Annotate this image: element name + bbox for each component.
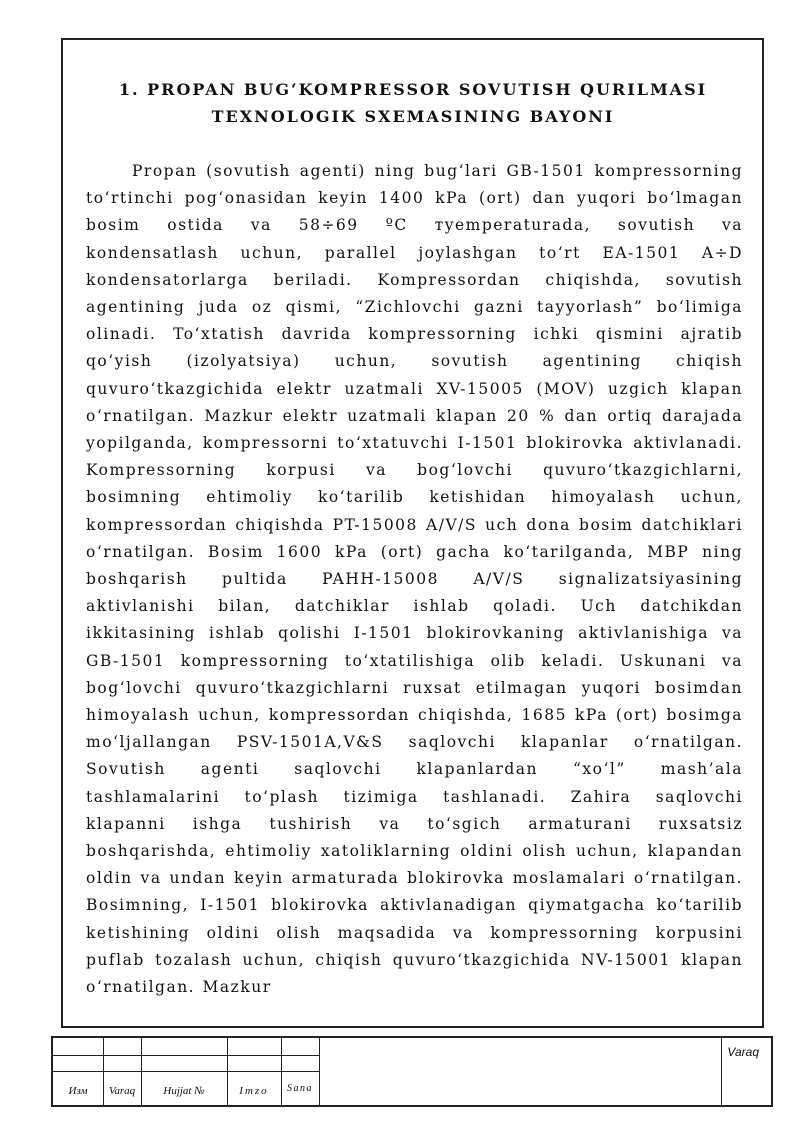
stamp-label-izm: Изм — [68, 1085, 88, 1097]
stamp-label-sana: Sana — [287, 1083, 313, 1094]
body-paragraph: Propan (sovutish agenti) ning bug‘lari GB-1501 kompressorning to‘rtinchi pog‘onasidan keyin 1400 kPa (ort) dan yuqori bo‘lmagan bosim ostida va 58÷69 ºC тyemperaturada, sovutish va kondensatlash uchun, parallel joylashgan to‘rt EA-1501 A÷D kondensatorlarga beriladi. Kompressordan chiqishda, sovutish agentining juda oz qismi, “Zichlovchi gazni tayyorlash” bo‘limiga olinadi. To‘xtatish davrida kompressorning ichki qismini ajratib qo‘yish (izolyatsiya) uchun, sovutish agentining chiqish quvuro‘tkazgichida elektr uzatmali XV-15005 (MOV) uzgich klapan o‘rnatilgan. Mazkur elektr uzatmali klapan 20 % dan ortiq darajada yopilganda, kompressorni to‘xtatuvchi I-1501 blokirovka aktivlanadi. Kompressorning korpusi va bog‘lovchi quvuro‘tkazgichlarni, bosimning ehtimoliy ko‘tarilib ketishidan himoyalash uchun, kompressordan chiqishda PT-15008 A/V/S uch dona bosim datchiklari o‘rnatilgan. Bosim 1600 kPa (ort) gacha ko‘tarilganda, MBP ning boshqarish pultida PAHH-15008 A/V/S signalizatsiyasining aktivlanishi bilan, datchiklar ishlab qoladi. Uch datchikdan ikkitasining ishlab qolishi I-1501 blokirovkaning aktivlanishiga va GB-1501 kompressorning to‘xtatilishiga olib keladi. Uskunani va bog‘lovchi quvuro‘tkazgichlarni ruxsat etilmagan yuqori bosimdan himoyalash uchun, kompressordan chiqishda, 1685 kPa (ort) bosimga mo‘ljallangan PSV-1501A,V&S saqlovchi klapanlar o‘rnatilgan. Sovutish agenti saqlovchi klapanlardan “xo‘l” mash’ala tashlamalarini to‘plash tizimiga tashlanadi. Zahira saqlovchi klapanni ishga tushirish va to‘sgich armaturani ruxsatsiz boshqarishda, ehtimoliy xatoliklarning oldini olish uchun, klapandan oldin va undan keyin armaturada blokirovka moslamalari o‘rnatilgan. Bosimning, I-1501 blokirovka aktivlanadigan qiymatgacha ko‘tarilib ketishining oldini olish maqsadida va kompressorning korpusini puflab tozalash uchun, chiqish quvuro‘tkazgichida NV-15001 klapan o‘rnatilgan. Mazkur — [86, 162, 743, 997]
title-line-2: TEXNOLOGIK SXEMASINING BAYONI — [211, 107, 615, 126]
title-block-stamp — [51, 1036, 773, 1107]
stamp-page-label: Varaq — [727, 1045, 759, 1059]
stamp-label-varaq: Varaq — [108, 1085, 136, 1097]
title-line-1: 1. PROPAN BUG‘KOMPRESSOR SOVUTISH QURILMASI — [118, 80, 708, 99]
stamp-row-line — [53, 1055, 319, 1056]
stamp-divider — [319, 1038, 320, 1105]
stamp-row-line — [53, 1071, 319, 1072]
stamp-label-imzo: Imzo — [239, 1085, 269, 1097]
document-title — [63, 76, 763, 130]
stamp-label-hujjat: Hujjat № — [163, 1085, 205, 1097]
stamp-divider — [721, 1038, 722, 1105]
